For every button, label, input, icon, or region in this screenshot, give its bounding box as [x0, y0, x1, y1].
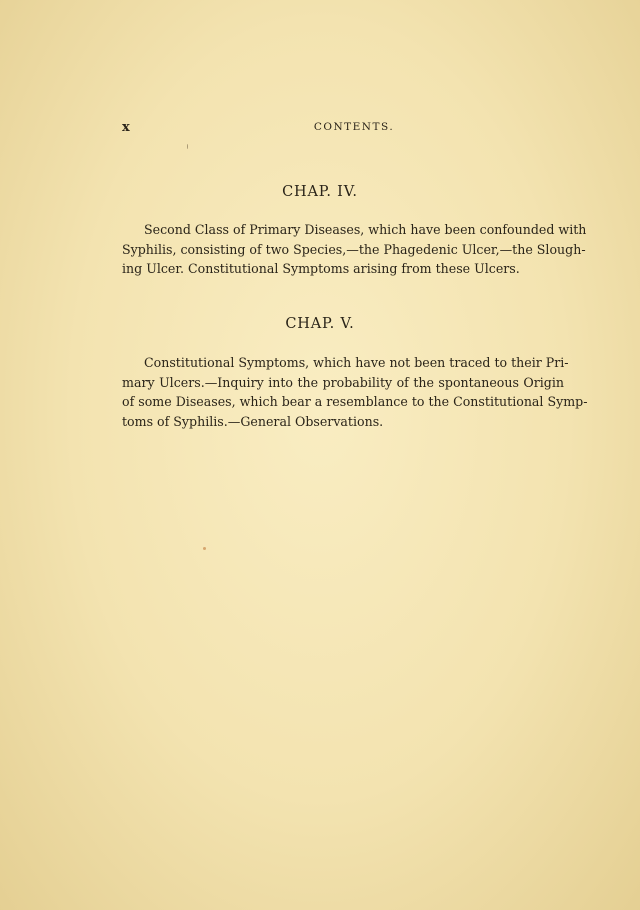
text-line: Syphilis, consisting of two Species,—the Phagedenic Ulcer,—the Slough- — [122, 241, 586, 257]
text-line: mary Ulcers.—Inquiry into the probability of the spontaneous Origin — [122, 374, 564, 390]
running-head-text: CONTENTS. — [313, 121, 395, 133]
chapter-title-iv: CHAP. IV. — [282, 184, 358, 200]
chapter-iv-summary — [122, 220, 587, 279]
text-line: toms of Syphilis.—General Observations. — [122, 413, 384, 429]
text-line: ing Ulcer. Constitutional Symptoms arising from these Ulcers. — [122, 261, 520, 276]
paper-speck — [203, 547, 206, 550]
page-number: x — [122, 120, 131, 135]
running-head — [122, 121, 572, 133]
paper-speck — [187, 144, 188, 149]
page-header — [122, 120, 572, 136]
text-line: of some Diseases, which bear a resemblance to the Constitutional Symp- — [122, 394, 588, 409]
chapter-v-summary — [122, 353, 588, 431]
chapter-title-v: CHAP. V. — [285, 316, 355, 332]
text-line: Constitutional Symptoms, which have not been traced to their Pri- — [144, 355, 569, 370]
text-line: Second Class of Primary Diseases, which have been confounded with — [144, 222, 587, 237]
